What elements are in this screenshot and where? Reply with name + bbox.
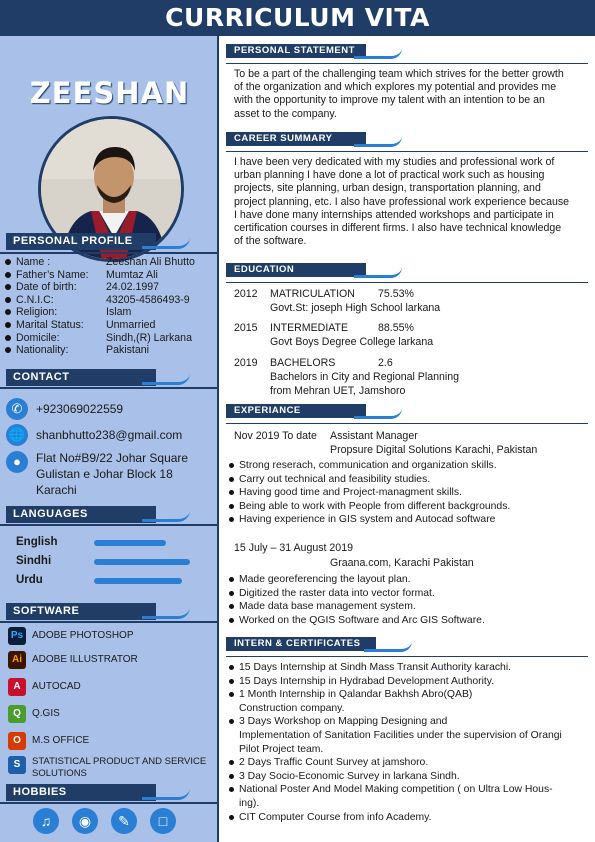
list-item: 15 Days Internship at Sindh Mass Transit Authority karachi. [229, 661, 587, 675]
contact-heading: CONTACT [6, 369, 156, 386]
divider [226, 656, 588, 657]
address-line-2: Gulistan e Johar Block 18 [36, 467, 173, 481]
personal-profile-list [5, 256, 217, 357]
profile-row-religion: Religion: Islam [5, 306, 217, 319]
address-line-3: Karachi [36, 483, 77, 497]
profile-row-marital: Marital Status: Unmarried [5, 319, 217, 332]
list-item: 2 Days Traffic Count Survey at jamshoro. [229, 756, 587, 770]
divider [0, 802, 219, 804]
list-item-continuation: Implementation of Sanitation Facilities under the supervision of Orangi [239, 729, 562, 741]
list-item: 1 Month Internship in Qalandar Bakhsh Abro(QAB) [229, 688, 587, 702]
education-year: 2019 [234, 357, 258, 369]
intern-certificates-list [229, 661, 587, 824]
list-item: Having experience in GIS system and Autocad software [229, 513, 587, 527]
office-icon: O [8, 732, 26, 750]
phone-text[interactable]: +923069022559 [36, 402, 124, 416]
language-bar-sindhi [94, 559, 190, 565]
profile-row-dob: Date of birth: 24.02.1997 [5, 281, 217, 294]
main-content [221, 36, 595, 842]
language-bar-english [94, 540, 166, 546]
intern-certificates-heading: INTERN & CERTIFICATES [226, 637, 376, 651]
profile-row-cnic: C.N.I.C: 43205-4586493-9 [5, 294, 217, 307]
experience-bullets [229, 459, 587, 527]
divider [0, 621, 219, 623]
list-item: 15 Days Internship in Hydrabad Development Authority. [229, 675, 587, 689]
divider [0, 387, 219, 389]
software-heading: SOFTWARE [6, 603, 156, 620]
list-item: Made data base management system. [229, 600, 587, 614]
candidate-name: ZEESHAN [29, 76, 190, 110]
language-english: English [16, 536, 58, 548]
divider [226, 423, 588, 424]
education-score: 75.53% [378, 288, 414, 300]
experience-company: Propsure Digital Solutions Karachi, Pakistan [330, 444, 538, 456]
location-pin-icon: ● [6, 451, 28, 473]
experience-dates: Nov 2019 To date [234, 430, 317, 442]
list-item: CIT Computer Course from info Academy. [229, 811, 587, 825]
list-item: 3 Day Socio-Economic Survey in larkana Sindh. [229, 770, 587, 784]
list-item: Being able to work with People from different backgrounds. [229, 500, 587, 514]
list-item: Digitized the raster data into vector format. [229, 587, 587, 601]
list-item: Strong reserach, communication and organization skills. [229, 459, 587, 473]
education-year: 2012 [234, 288, 258, 300]
education-institute: Govt.St: joseph High School larkana [270, 302, 441, 314]
experience-bullets [229, 573, 587, 627]
camera-icon: ◉ [72, 808, 98, 834]
profile-row-name: Name : Zeeshan Ali Bhutto [5, 256, 217, 269]
list-item-continuation: ing). [239, 797, 260, 809]
education-year: 2015 [234, 322, 258, 334]
education-institute: Govt Boys Degree College larkana [270, 336, 434, 348]
spss-icon: S [8, 756, 26, 774]
globe-icon: 🌐 [6, 424, 28, 446]
list-item: 3 Days Workshop on Mapping Designing and [229, 715, 587, 729]
list-item: National Poster And Model Making competition ( on Ultra Low Hous- [229, 783, 587, 797]
divider [0, 524, 219, 526]
list-item: Having good time and Project-managment skills. [229, 486, 587, 500]
personal-statement-heading: PERSONAL STATEMENT [226, 44, 366, 58]
hobbies-heading: HOBBIES [6, 784, 156, 801]
education-institute: Bachelors in City and Regional Planning [270, 371, 460, 383]
pencil-icon: ✎ [111, 808, 137, 834]
divider [226, 63, 588, 64]
divider [226, 151, 588, 152]
career-summary-heading: CAREER SUMMARY [226, 132, 366, 146]
language-urdu: Urdu [16, 574, 43, 586]
profile-row-domicile: Domicile: Sindh,(R) Larkana [5, 332, 217, 345]
list-item: Made georeferencing the layout plan. [229, 573, 587, 587]
education-degree: MATRICULATION [270, 288, 355, 300]
language-sindhi: Sindhi [16, 555, 52, 567]
email-text[interactable]: shanbhutto238@gmail.com [36, 428, 183, 442]
address-line-1: Flat No#B9/22 Johar Square [36, 451, 189, 465]
list-item: Carry out technical and feasibility studies. [229, 473, 587, 487]
education-institute: from Mehran UET, Jamshoro [270, 385, 406, 397]
divider [226, 282, 588, 283]
photoshop-icon: Ps [8, 627, 26, 645]
education-degree: BACHELORS [270, 357, 336, 369]
title-banner [0, 0, 595, 36]
personal-statement-text: To be a part of the challenging team which strives for the better growth of the organization and which explores my potential and provides me with the opportunity to improve my talent with an intention to be an asset to the company. [234, 68, 564, 120]
education-heading: EDUCATION [226, 263, 366, 277]
education-score: 2.6 [378, 357, 393, 369]
illustrator-icon: Ai [8, 651, 26, 669]
qgis-icon: Q [8, 705, 26, 723]
list-item-continuation: Construction company. [239, 702, 345, 714]
list-item-continuation: Pilot Project team. [239, 743, 324, 755]
experience-company: Graana.com, Karachi Pakistan [330, 557, 474, 569]
autocad-icon: A [8, 678, 26, 696]
profile-row-father: Father’s Name: Mumtaz Ali [5, 269, 217, 282]
experience-dates: 15 July – 31 August 2019 [234, 542, 353, 554]
personal-profile-heading: PERSONAL PROFILE [6, 233, 156, 250]
phone-icon: ✆ [6, 398, 28, 420]
profile-row-nationality: Nationality: Pakistani [5, 344, 217, 357]
page-title: CURRICULUM VITA [165, 3, 430, 32]
languages-heading: LANGUAGES [6, 506, 156, 523]
experience-role: Assistant Manager [330, 430, 418, 442]
career-summary-text: I have been very dedicated with my studies and professional work of urban planning I have done a lot of practical work such as housing projects, site planning, urban design, transportation planning, and project planning, etc. I also have professional work experience because I have done many internships attended workshops and participate in certification courses in different firms. I also have technical knowledge of the software. [234, 156, 570, 248]
education-score: 88.55% [378, 322, 414, 334]
experience-heading: EXPERIANCE [226, 404, 366, 418]
list-item: Worked on the QGIS Software and Arc GIS Software. [229, 614, 587, 628]
music-icon: ♫ [33, 808, 59, 834]
book-icon: □ [150, 808, 176, 834]
divider [0, 252, 219, 254]
language-bar-urdu [94, 578, 182, 584]
education-degree: INTERMEDIATE [270, 322, 349, 334]
